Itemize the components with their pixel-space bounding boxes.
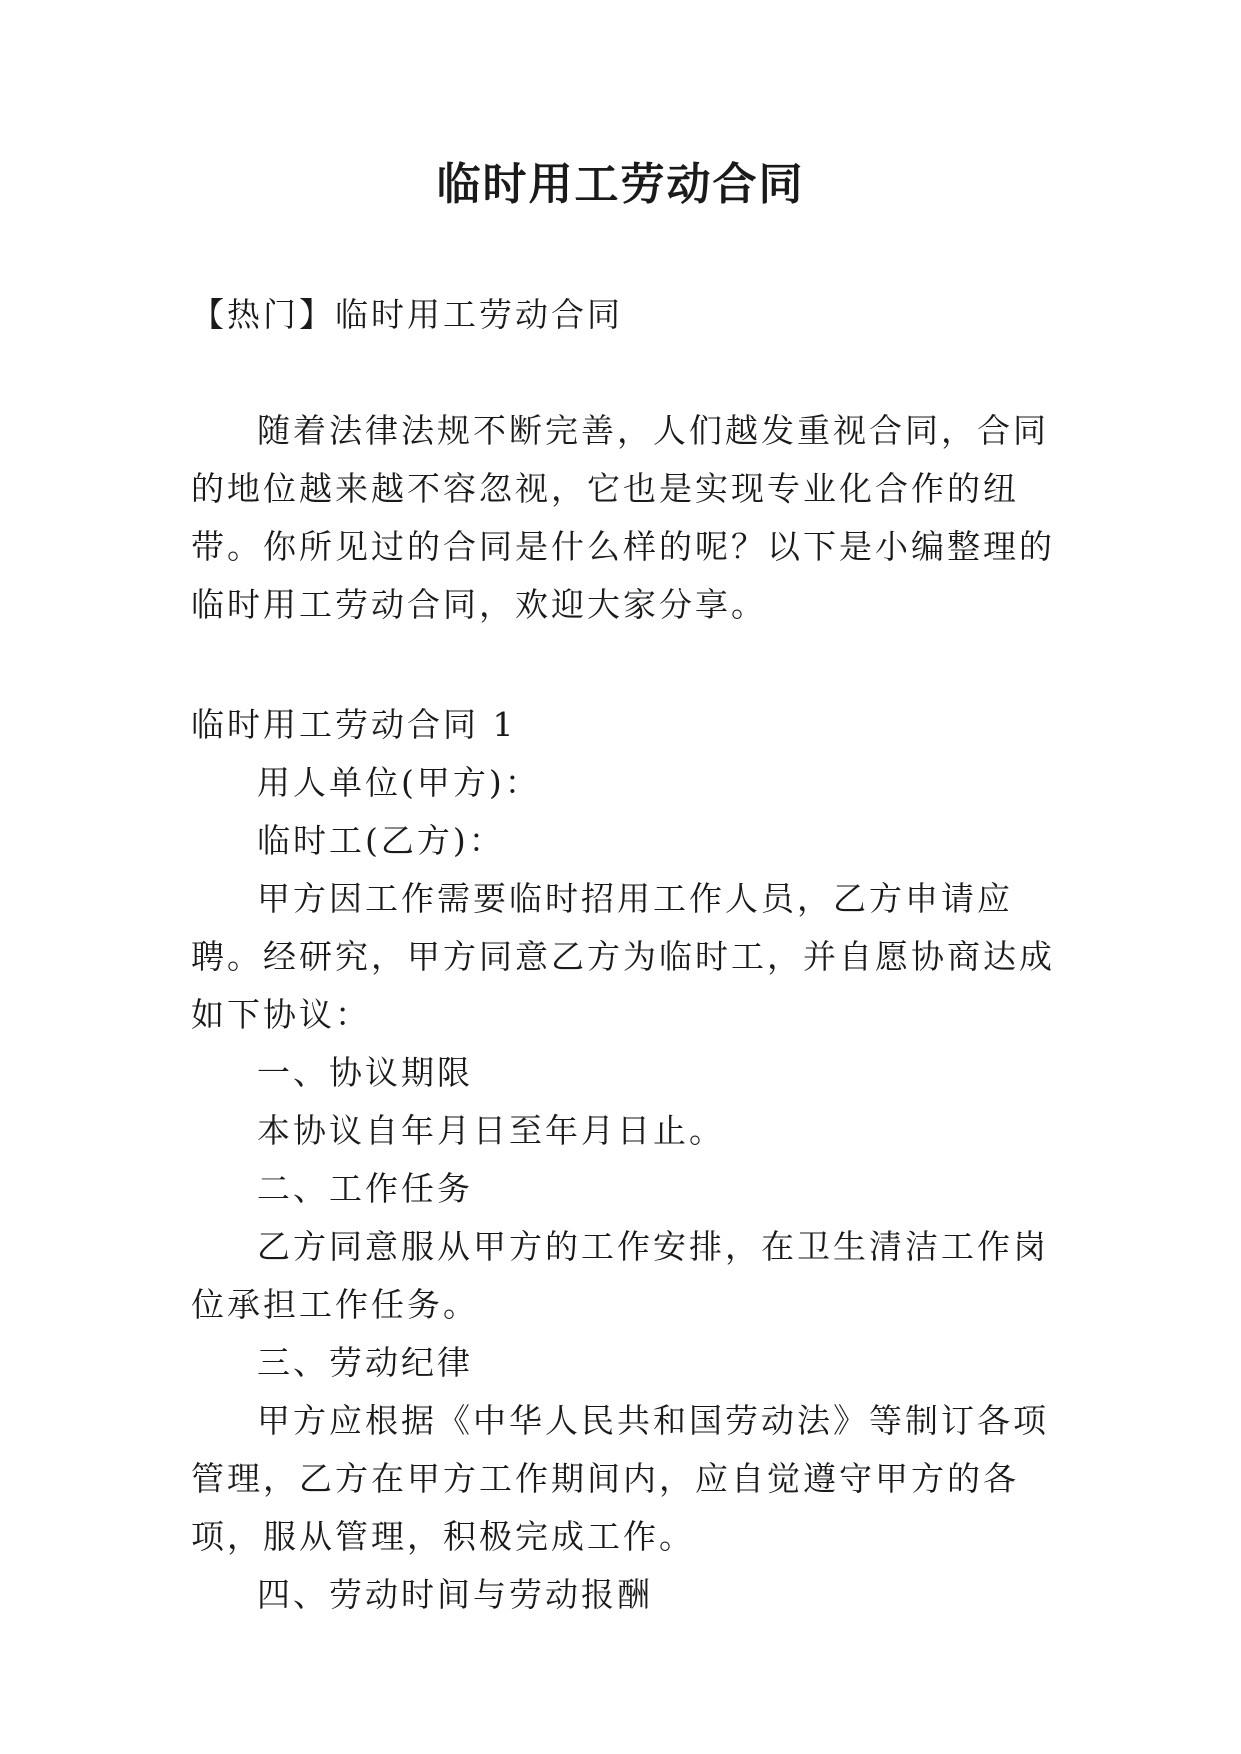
section-heading: 三、劳动纪律 bbox=[257, 1343, 473, 1382]
section-text: 本协议自年月日至年月日止。 bbox=[257, 1111, 725, 1150]
party-b-line: 临时工(乙方)： bbox=[257, 821, 505, 860]
section-heading: 一、协议期限 bbox=[257, 1053, 473, 1092]
contract-body bbox=[191, 696, 1071, 1624]
section-text: 甲方应根据《中华人民共和国劳动法》等制订各项管理，乙方在甲方工作期间内，应自觉遵守甲方的各项，服从管理，积极完成工作。 bbox=[191, 1401, 1049, 1556]
preamble-paragraph: 甲方因工作需要临时招用工作人员，乙方申请应聘。经研究，甲方同意乙方为临时工，并自愿协商达成如下协议： bbox=[191, 879, 1055, 1034]
section-text: 乙方同意服从甲方的工作安排，在卫生清洁工作岗位承担工作任务。 bbox=[191, 1227, 1049, 1324]
intro-paragraph: 随着法律法规不断完善，人们越发重视合同，合同的地位越来越不容忽视，它也是实现专业化合作的纽带。你所见过的合同是什么样的呢？以下是小编整理的临时用工劳动合同，欢迎大家分享。 bbox=[191, 411, 1055, 624]
section-heading: 四、劳动时间与劳动报酬 bbox=[257, 1575, 653, 1614]
contract-heading: 临时用工劳动合同 1 bbox=[191, 705, 517, 744]
document-title: 临时用工劳动合同 bbox=[436, 159, 805, 210]
section-heading: 二、工作任务 bbox=[257, 1169, 473, 1208]
document-subtitle: 【热门】临时用工劳动合同 bbox=[191, 295, 623, 334]
party-a-line: 用人单位(甲方)： bbox=[257, 763, 541, 802]
